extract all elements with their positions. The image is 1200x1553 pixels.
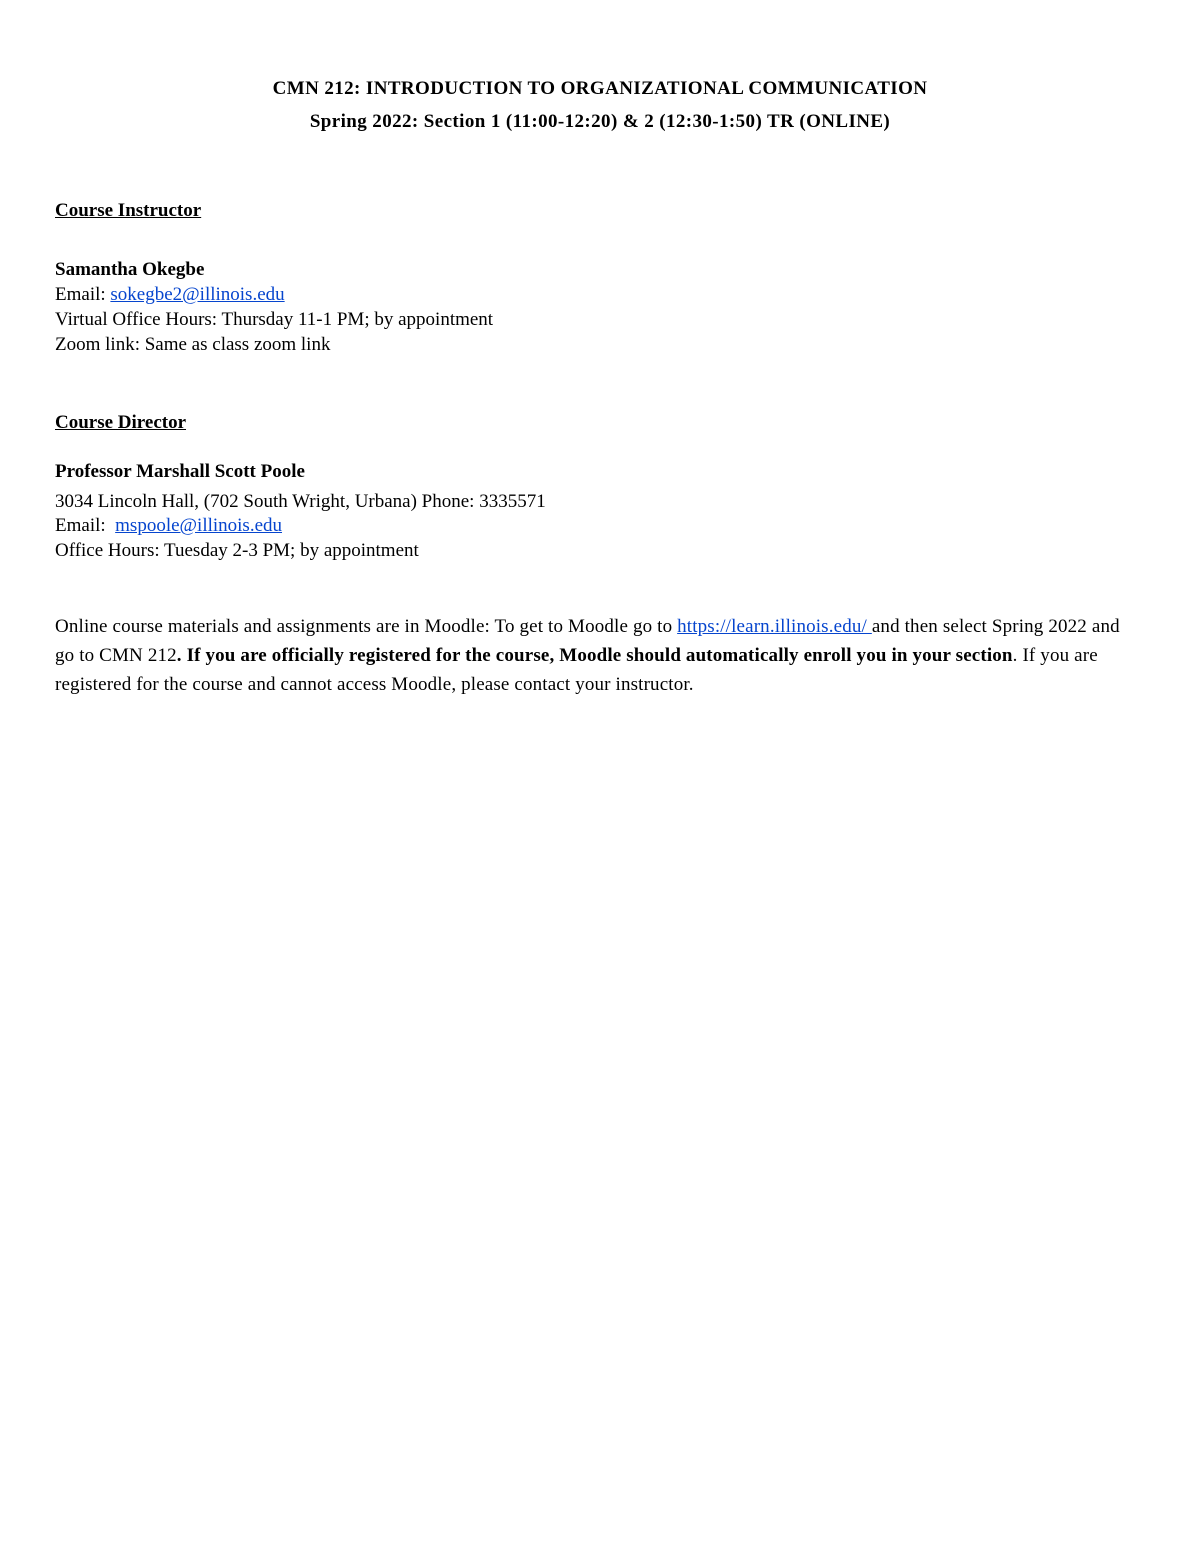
instructor-email-label: Email: xyxy=(55,284,111,305)
director-office-hours: Office Hours: Tuesday 2-3 PM; by appointment xyxy=(55,540,419,561)
moodle-paragraph xyxy=(55,612,1135,699)
instructor-email-link[interactable]: sokegbe2@illinois.edu xyxy=(110,284,285,305)
term-line: Spring 2022: Section 1 (11:00-12:20) & 2 (12:30-1:50) TR (ONLINE) xyxy=(309,111,891,132)
director-email-label: Email: xyxy=(55,515,116,536)
course-title: CMN 212: INTRODUCTION TO ORGANIZATIONAL COMMUNICATION xyxy=(272,78,928,99)
instructor-office-hours: Virtual Office Hours: Thursday 11-1 PM; by appointment xyxy=(55,309,494,330)
moodle-text-3: . If you are registered for the course and cannot access Moodle, please contact your instructor. xyxy=(55,645,1098,695)
director-email-link[interactable]: mspoole@illinois.edu xyxy=(115,515,283,536)
director-heading: Course Director xyxy=(55,412,187,433)
instructor-name: Samantha Okegbe xyxy=(55,259,205,280)
moodle-link[interactable]: https://learn.illinois.edu/ xyxy=(677,616,872,637)
moodle-text-2: and then select Spring 2022 and go to CMN 212 xyxy=(55,616,1120,666)
instructor-heading: Course Instructor xyxy=(55,200,202,221)
director-name: Professor Marshall Scott Poole xyxy=(55,461,305,482)
moodle-bold-notice: . If you are officially registered for the course, Moodle should automatically enroll you in your section xyxy=(176,645,1013,666)
instructor-zoom: Zoom link: Same as class zoom link xyxy=(55,334,331,355)
director-email-line xyxy=(55,515,282,537)
instructor-email-line xyxy=(55,284,285,306)
director-address: 3034 Lincoln Hall, (702 South Wright, Urbana) Phone: 3335571 xyxy=(55,491,546,512)
moodle-text-1: Online course materials and assignments are in Moodle: To get to Moodle go to xyxy=(55,616,678,637)
